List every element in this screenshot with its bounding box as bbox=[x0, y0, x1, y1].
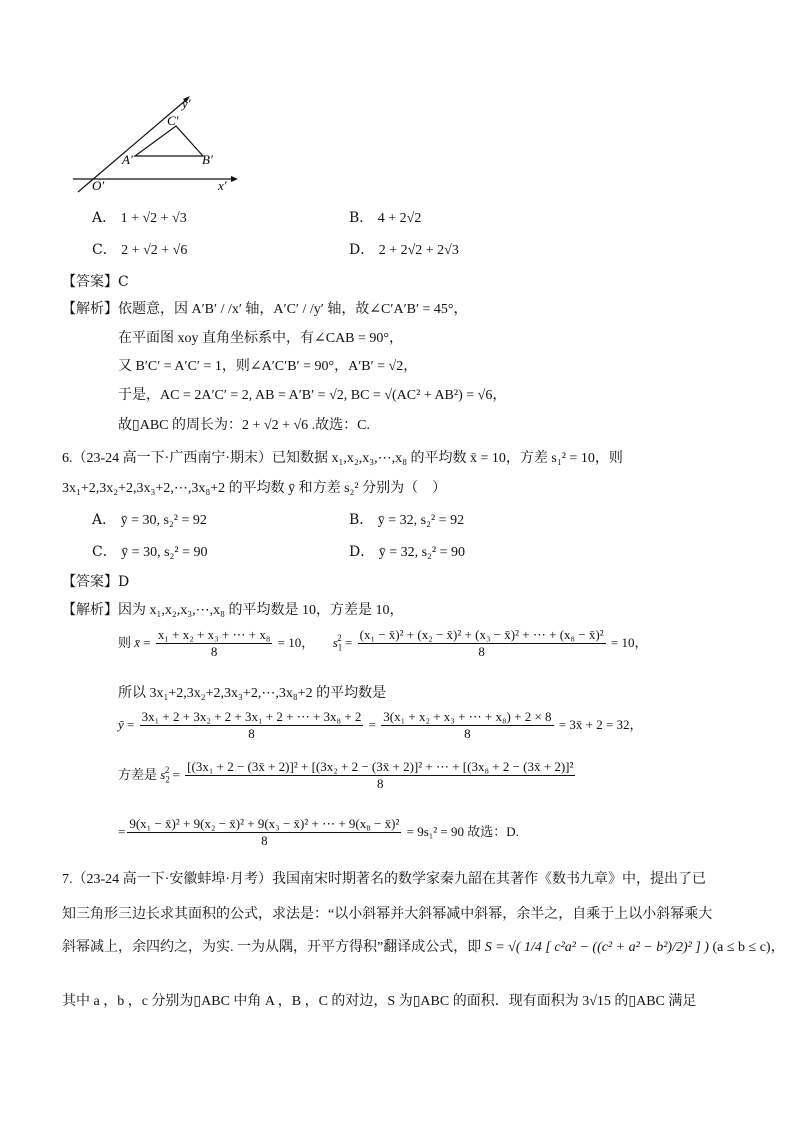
q7-line-3: 斜幂减上，余四约之，为实. 一为从隅，开平方得积”翻译成公式，即 S = √( 1/4 [ c²a² − ((c² + a² − b²)/2)² ] ) (a ≤ b ≤ c)， bbox=[62, 940, 785, 955]
q7-line-1: 7.（23-24 高一下·安徽蚌埠·月考）我国南宋时期著名的数学家秦九韶在其著作《数书九章》中，提出了已 bbox=[62, 872, 706, 887]
label-o: O′ bbox=[92, 178, 105, 193]
label-y: y′ bbox=[182, 96, 191, 111]
label-b: B′ bbox=[202, 152, 213, 167]
mean-fraction: $\frac{\text{x₁ + x₂ + x₃ + ⋯ + x₈}}{8}$ bbox=[157, 627, 271, 659]
analysis-label: 【解析】 bbox=[62, 602, 118, 618]
triangle-abc bbox=[135, 126, 203, 156]
option-label: A． bbox=[92, 512, 117, 528]
option-label: A． bbox=[92, 210, 117, 226]
option-label: D． bbox=[349, 242, 375, 258]
q6-analysis-3: 所以 3x₁+2,3x₂+2,3x₃+2,⋯,3x₈+2 的平均数是 bbox=[118, 686, 387, 701]
q5-analysis-2: 在平面图 xoy 直角坐标系中，有∠CAB = 90°， bbox=[118, 331, 404, 346]
x-axis-arrow-icon bbox=[231, 176, 238, 182]
label-x: x′ bbox=[218, 178, 227, 193]
q6-option-b bbox=[349, 509, 464, 529]
option-text: 4 + 2√2 bbox=[377, 211, 422, 226]
q6-option-c bbox=[92, 541, 208, 561]
q5-option-d bbox=[349, 239, 459, 259]
option-label: B． bbox=[349, 512, 374, 528]
q7-line-2: 知三角形三边长求其面积的公式，求法是：“以小斜幂并大斜幂减中斜幂，余半之，自乘于上以小斜幂乘大 bbox=[62, 907, 713, 922]
q7-line-4: 其中 a ，b ，c 分别为▯ABC 中角 A ，B ，C 的对边，S 为▯ABC 的面积．现有面积为 3√15 的▯ABC 满足 bbox=[62, 994, 697, 1009]
option-text: 2 + 2√2 + 2√3 bbox=[378, 243, 459, 258]
q6-analysis-1: 【解析】因为 x₁,x₂,x₃,⋯,x₈ 的平均数是 10，方差是 10， bbox=[62, 602, 404, 618]
q6-option-a bbox=[92, 509, 207, 529]
option-text: 1 + √2 + √3 bbox=[120, 211, 187, 226]
option-label: C． bbox=[92, 544, 117, 560]
q5-option-b bbox=[349, 207, 421, 227]
q6-stem-1: 6.（23-24 高一下·广西南宁·期末）已知数据 x₁,x₂,x₃,⋯,x₈ 的平均数 x̄ = 10，方差 s₁² = 10，则 bbox=[62, 451, 623, 466]
q6-option-d bbox=[349, 541, 465, 561]
q6-stem-2: 3x₁+2,3x₂+2,3x₃+2,⋯,3x₈+2 的平均数 ȳ 和方差 s₂² 分别为（ ） bbox=[62, 481, 447, 496]
option-label: B． bbox=[349, 210, 374, 226]
option-text: ȳ = 30, s₂² = 90 bbox=[121, 545, 208, 560]
q5-analysis-1: 【解析】依题意，因 A′B′ / /x′ 轴，A′C′ / /y′ 轴，故∠C′A′B′ = 45°， bbox=[62, 301, 468, 317]
new-mean-fraction: $\frac{\text{3x₁ + 2 + 3x₂ + 2 + 3x₁ + 2 + ⋯ + 3x₈ + 2}}{8}$ bbox=[141, 709, 362, 741]
option-text: ȳ = 30, s₂² = 92 bbox=[120, 513, 207, 528]
q5-option-c bbox=[92, 239, 187, 259]
q5-answer: 【答案】C bbox=[62, 274, 129, 290]
q6-answer: 【答案】D bbox=[62, 574, 130, 590]
q5-analysis-3: 又 B′C′ = A′C′ = 1，则∠A′C′B′ = 90°，A′B′ = √2， bbox=[118, 359, 418, 374]
option-text: ȳ = 32, s₂² = 92 bbox=[377, 513, 465, 528]
analysis-label: 【解析】 bbox=[62, 301, 118, 317]
option-text: ȳ = 32, s₂² = 90 bbox=[378, 545, 466, 560]
label-c: C′ bbox=[167, 113, 179, 128]
q6-analysis-5: 方差是 $s_2^2$ = [(3x₁ + 2 − (3x̄ + 2)]² + [(3x₂ + 2 − (3x̄ + 2)]² + ⋯ + [(3x₈ + 2 − (3x̄ + 2)]² 8 bbox=[118, 759, 574, 791]
q6-analysis-6: = $\frac{\text{9(x₁ − x̄)² + 9(x₂ − x̄)² + 9(x₃ − x̄)² + ⋯ + 9(x₈ − x̄)²}}{8}$ = 9s₁² = 90 故选：D. bbox=[118, 816, 519, 848]
variance-fraction: $\frac{\text{(x₁ − x̄)² + (x₂ − x̄)² + (x₃ − x̄)² + ⋯ + (x₈ − x̄)²}}{8}$ bbox=[359, 627, 604, 659]
option-label: D． bbox=[349, 544, 375, 560]
q5-option-a bbox=[92, 207, 187, 227]
new-variance-fraction: [(3x₁ + 2 − (3x̄ + 2)]² + [(3x₂ + 2 − (3x̄ + 2)]² + ⋯ + [(3x₈ + 2 − (3x̄ + 2)]² 8 bbox=[187, 759, 574, 791]
new-mean-fraction-2: $\frac{\text{3(x₁ + x₂ + x₃ + ⋯ + x₈) + 2 × 8}}{8}$ bbox=[383, 709, 552, 741]
option-text: 2 + √2 + √6 bbox=[121, 243, 188, 258]
simplified-variance-fraction: $\frac{\text{9(x₁ − x̄)² + 9(x₂ − x̄)² + 9(x₃ − x̄)² + ⋯ + 9(x₈ − x̄)²}}{8}$ bbox=[129, 816, 400, 848]
label-a: A′ bbox=[122, 152, 133, 167]
q6-analysis-2: 则 x̄ = $\frac{\text{x₁ + x₂ + x₃ + ⋯ + x₈}}{8}$ = 10， $s_1^2$ = $\frac{\text{(x₁ − x̄)² + (x₂ − x̄)² + (x₃ − x̄)² + ⋯ + (x₈ − x̄)²}}{8}$ = 10， bbox=[118, 627, 648, 659]
qin-formula: S = √( 1/4 [ c²a² − ((c² + a² − b²)/2)² ] ) bbox=[484, 940, 709, 955]
q6-analysis-4: ȳ = $\frac{\text{3x₁ + 2 + 3x₂ + 2 + 3x₁ + 2 + ⋯ + 3x₈ + 2}}{8}$ = $\frac{\text{3(x₁ + x₂ + x₃ + ⋯ + x₈) + 2 × 8}}{8}$ = 3x̄ + 2 = 32， bbox=[118, 709, 643, 741]
q5-analysis-4: 于是，AC = 2A′C′ = 2, AB = A′B′ = √2, BC = √(AC² + AB²) = √6， bbox=[118, 388, 507, 403]
oblique-figure bbox=[68, 92, 238, 196]
option-label: C． bbox=[92, 242, 117, 258]
q5-analysis-5: 故▯ABC 的周长为：2 + √2 + √6 .故选：C. bbox=[118, 418, 370, 433]
